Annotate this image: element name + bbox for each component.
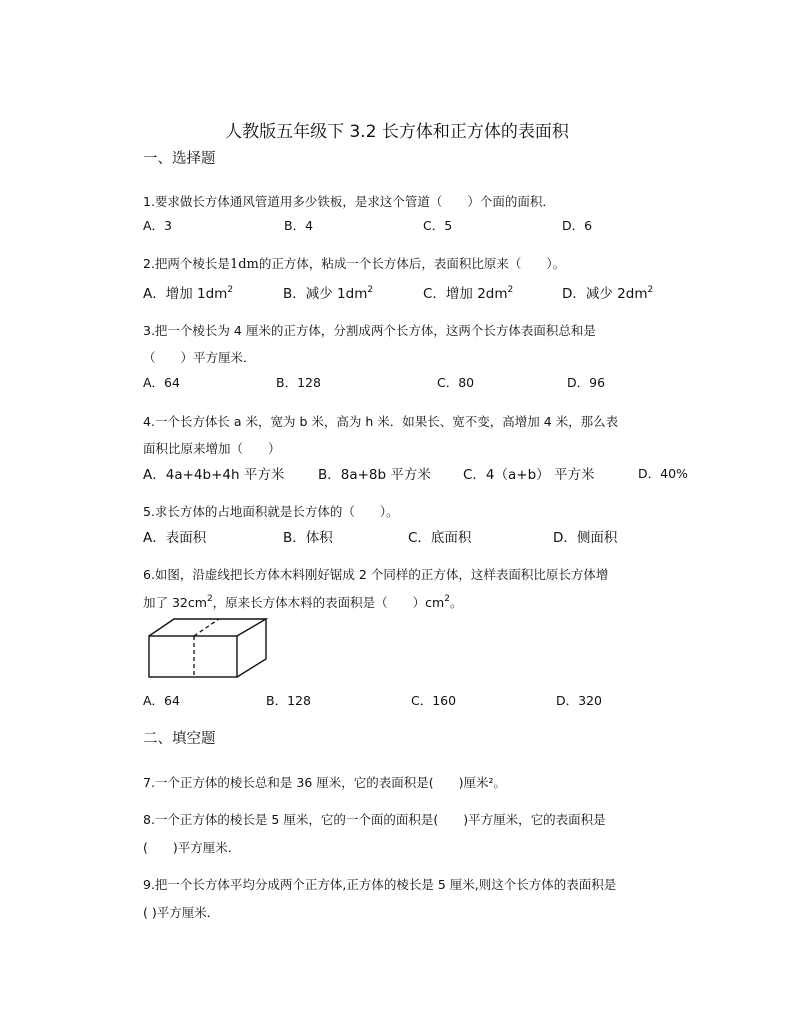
section-heading-choice: 一、选择题 xyxy=(143,151,216,167)
q1-option-c: C．5 xyxy=(423,218,453,233)
q1-option-d: D．6 xyxy=(562,218,593,233)
question-4-line-2: 面积比原来增加（ ） xyxy=(143,441,281,456)
question-4-line-1: 4.一个长方体长 a 米，宽为 b 米，高为 h 米．如果长、宽不变，高增加 4 米，那么表 xyxy=(143,414,619,429)
q5-option-d: D．侧面积 xyxy=(553,530,618,546)
question-8-line-2: ( )平方厘米． xyxy=(143,840,241,855)
q2-option-a: A．增加 $1dm^2$ xyxy=(143,285,234,302)
cuboid-front-face xyxy=(149,636,237,677)
q5-option-c: C．底面积 xyxy=(408,530,472,546)
q3-option-a: A．64 xyxy=(143,375,180,390)
q1-option-b: B．4 xyxy=(284,218,314,233)
cuboid-figure xyxy=(140,614,275,684)
question-7-text: 7.一个正方体的棱长总和是 36 厘米，它的表面积是( )厘米²。 xyxy=(143,775,507,790)
q4-option-a: A．4a+4b+4h 平方米 xyxy=(143,467,285,483)
q4-option-b: B．8a+8b 平方米 xyxy=(318,467,431,483)
q6-option-d: D．320 xyxy=(556,693,602,708)
q2-text-pre: 2.把两个棱长是 xyxy=(143,256,230,271)
question-9-line-1: 9.把一个长方体平均分成两个正方体,正方体的棱长是 5 厘米,则这个长方体的表面积是 xyxy=(143,877,617,892)
question-3-line-1: 3.把一个棱长为 4 厘米的正方体，分割成两个长方体，这两个长方体表面积总和是 xyxy=(143,323,596,338)
q6-option-a: A．64 xyxy=(143,693,180,708)
q3-option-c: C．80 xyxy=(437,375,475,390)
question-6-line-2: 加了 $32cm^2$，原来长方体木料的表面积是（ ）$cm^2$。 xyxy=(143,594,463,610)
page-title: 人教版五年级下 3.2 长方体和正方体的表面积 xyxy=(225,122,569,142)
question-6-line-1: 6.如图，沿虚线把长方体木料刚好锯成 2 个同样的正方体，这样表面积比原长方体增 xyxy=(143,567,609,582)
q3-option-d: D．96 xyxy=(567,375,606,390)
question-1-text: 1.要求做长方体通风管道用多少铁板，是求这个管道（ ）个面的面积． xyxy=(143,194,555,209)
cut-dashed-line xyxy=(194,619,219,677)
q4-option-d: D．40% xyxy=(638,466,688,481)
q1-option-a: A．3 xyxy=(143,218,173,233)
section-heading-fill: 二、填空题 xyxy=(143,731,216,747)
q5-option-a: A．表面积 xyxy=(143,530,207,546)
q2-text-post: 的正方体，粘成一个长方体后，表面积比原来（ ）。 xyxy=(258,256,566,271)
q5-option-b: B．体积 xyxy=(283,530,333,546)
q2-option-c: C．增加 $2dm^2$ xyxy=(423,285,514,302)
question-3-line-2: （ ）平方厘米． xyxy=(143,350,256,365)
q2-option-b: B．减少 $1dm^2$ xyxy=(283,285,374,302)
q2-unit: 1dm xyxy=(229,257,259,272)
question-9-line-2: ( )平方厘米． xyxy=(143,905,220,920)
question-5-text: 5.求长方体的占地面积就是长方体的（ ）。 xyxy=(143,504,399,519)
q6-option-c: C．160 xyxy=(411,693,457,708)
question-8-line-1: 8.一个正方体的棱长是 5 厘米，它的一个面的面积是( )平方厘米，它的表面积是 xyxy=(143,812,606,827)
q2-option-d: D．减少 $2dm^2$ xyxy=(562,285,654,302)
q4-option-c: C．4（a+b） 平方米 xyxy=(463,467,595,483)
q6-option-b: B．128 xyxy=(266,693,311,708)
q3-option-b: B．128 xyxy=(276,375,321,390)
question-2-text xyxy=(143,254,565,272)
